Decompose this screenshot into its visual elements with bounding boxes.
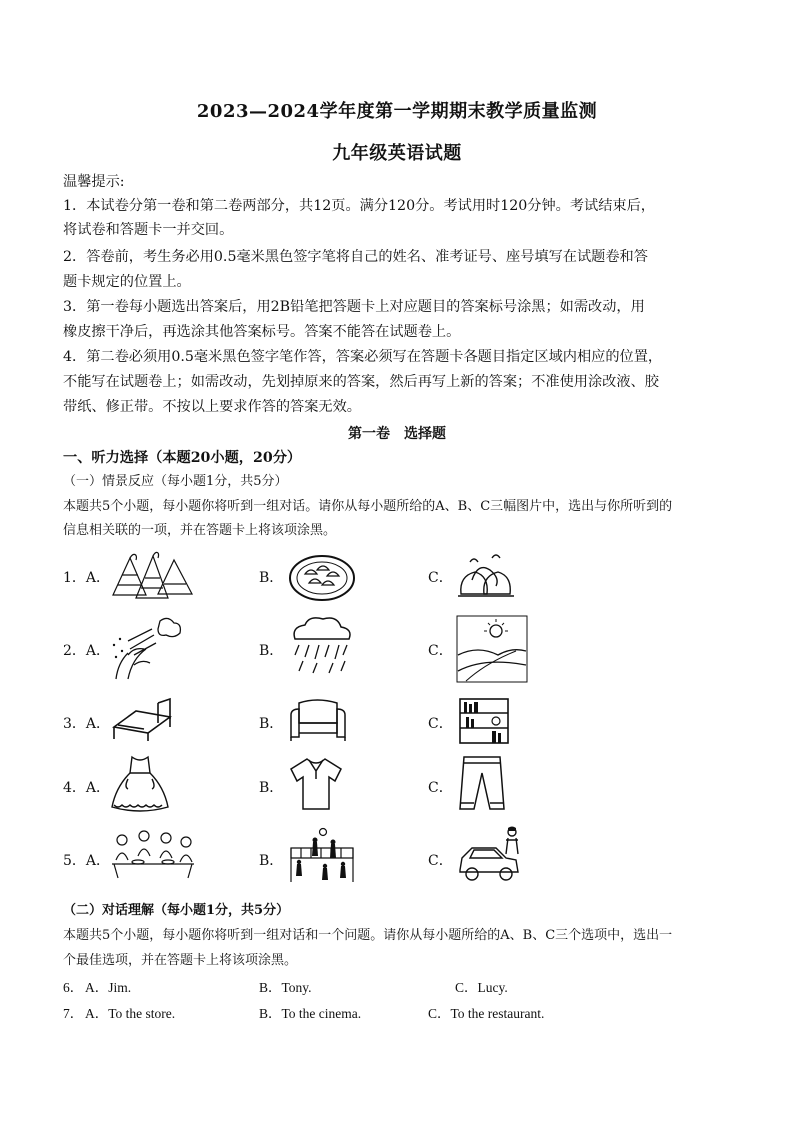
volume1-title: 第一卷 选择题 [348, 426, 446, 442]
question-row [63, 755, 743, 831]
option-b-label: B． [259, 853, 284, 869]
tips-line: 题卡规定的位置上。 [63, 274, 191, 290]
question-row [63, 976, 743, 998]
option-c-label: C． [428, 570, 453, 586]
option-a[interactable]: A．To the store. [85, 1006, 176, 1021]
sunny-icon[interactable] [456, 615, 528, 683]
option-c-label: C． [428, 853, 453, 869]
part1-title: （一）情景反应（每小题1分，共5分） [63, 474, 288, 489]
question-row [63, 615, 743, 691]
option-c-label: C． [428, 716, 453, 732]
option-b[interactable]: B．To the cinema. [259, 1006, 362, 1021]
question-number: 1．A． [63, 570, 111, 586]
dress-icon[interactable] [108, 755, 172, 813]
dumplings-plate-icon[interactable] [287, 550, 357, 605]
part2-title: （二）对话理解（每小题1分，共5分） [63, 903, 290, 918]
question-row [63, 1002, 743, 1024]
trousers-icon[interactable] [456, 755, 508, 813]
part2-instruction: 个最佳选项，并在答题卡上将该项涂黑。 [63, 953, 298, 968]
option-c[interactable]: C．Lucy. [455, 980, 508, 995]
question-number: 2．A． [63, 643, 111, 659]
tips-line: 1．本试卷分第一卷和第二卷两部分，共12页。满分120分。考试用时120分钟。考试结束后， [63, 198, 655, 214]
dining-people-icon[interactable] [108, 826, 198, 882]
option-b[interactable]: B．Tony. [259, 980, 312, 995]
armchair-icon[interactable] [287, 697, 349, 743]
windy-icon[interactable] [108, 615, 188, 683]
question-number: 6． [63, 980, 84, 995]
tips-line: 橡皮擦干净后，再选涂其他答案标号。答案不能答在试题卷上。 [63, 324, 461, 340]
tips-line: 带纸、修正带。不按以上要求作答的答案无效。 [63, 399, 361, 415]
option-c[interactable]: C．To the restaurant. [428, 1006, 545, 1021]
tips-line: 不能写在试题卷上；如需改动，先划掉原来的答案，然后再写上新的答案；不准使用涂改液、胶 [63, 374, 659, 390]
option-b-label: B． [259, 780, 284, 796]
part1-instruction: 本题共5个小题，每小题你将听到一组对话。请你从每小题所给的A、B、C三幅图片中，选出与你所听到的 [63, 499, 673, 514]
exam-subtitle: 九年级英语试题 [332, 143, 462, 164]
volleyball-icon[interactable] [287, 826, 357, 884]
tips-heading: 温馨提示: [63, 174, 125, 190]
part1-instruction: 信息相关联的一项，并在答题卡上将该项涂黑。 [63, 523, 337, 538]
option-a[interactable]: A．Jim. [85, 980, 132, 995]
car-icon[interactable] [456, 826, 522, 886]
option-b-label: B． [259, 570, 284, 586]
part2-instruction: 本题共5个小题，每小题你将听到一组对话和一个问题。请你从每小题所给的A、B、C三个选项中，选出一 [63, 928, 673, 943]
question-number: 3．A． [63, 716, 111, 732]
question-number: 4．A． [63, 780, 111, 796]
option-b-label: B． [259, 643, 284, 659]
section1-title: 一、听力选择（本题20小题，20分） [63, 450, 302, 466]
polo-shirt-icon[interactable] [287, 755, 345, 811]
exam-title: 2023—2024学年度第一学期期末教学质量监测 [196, 101, 598, 122]
rainy-icon[interactable] [287, 615, 357, 675]
question-number: 5．A． [63, 853, 111, 869]
tips-line: 将试卷和答题卡一并交回。 [63, 222, 234, 238]
question-number: 7． [63, 1006, 84, 1021]
tips-line: 2．答卷前，考生务必用0.5毫米黑色签字笔将自己的姓名、准考证号、座号填写在试题卷和答 [63, 249, 648, 265]
tips-line: 3．第一卷每小题选出答案后，用2B铅笔把答题卡上对应题目的答案标号涂黑；如需改动，用 [63, 299, 645, 315]
buns-icon[interactable] [456, 550, 516, 605]
option-c-label: C． [428, 780, 453, 796]
option-b-label: B． [259, 716, 284, 732]
tips-line: 4．第二卷必须用0.5毫米黑色签字笔作答，答案必须写在答题卡各题目指定区域内相应的位置， [63, 349, 663, 365]
bookshelf-icon[interactable] [456, 697, 512, 745]
option-c-label: C． [428, 643, 453, 659]
bed-icon[interactable] [108, 697, 173, 742]
question-row [63, 826, 743, 902]
zongzi-icon[interactable] [108, 550, 198, 605]
